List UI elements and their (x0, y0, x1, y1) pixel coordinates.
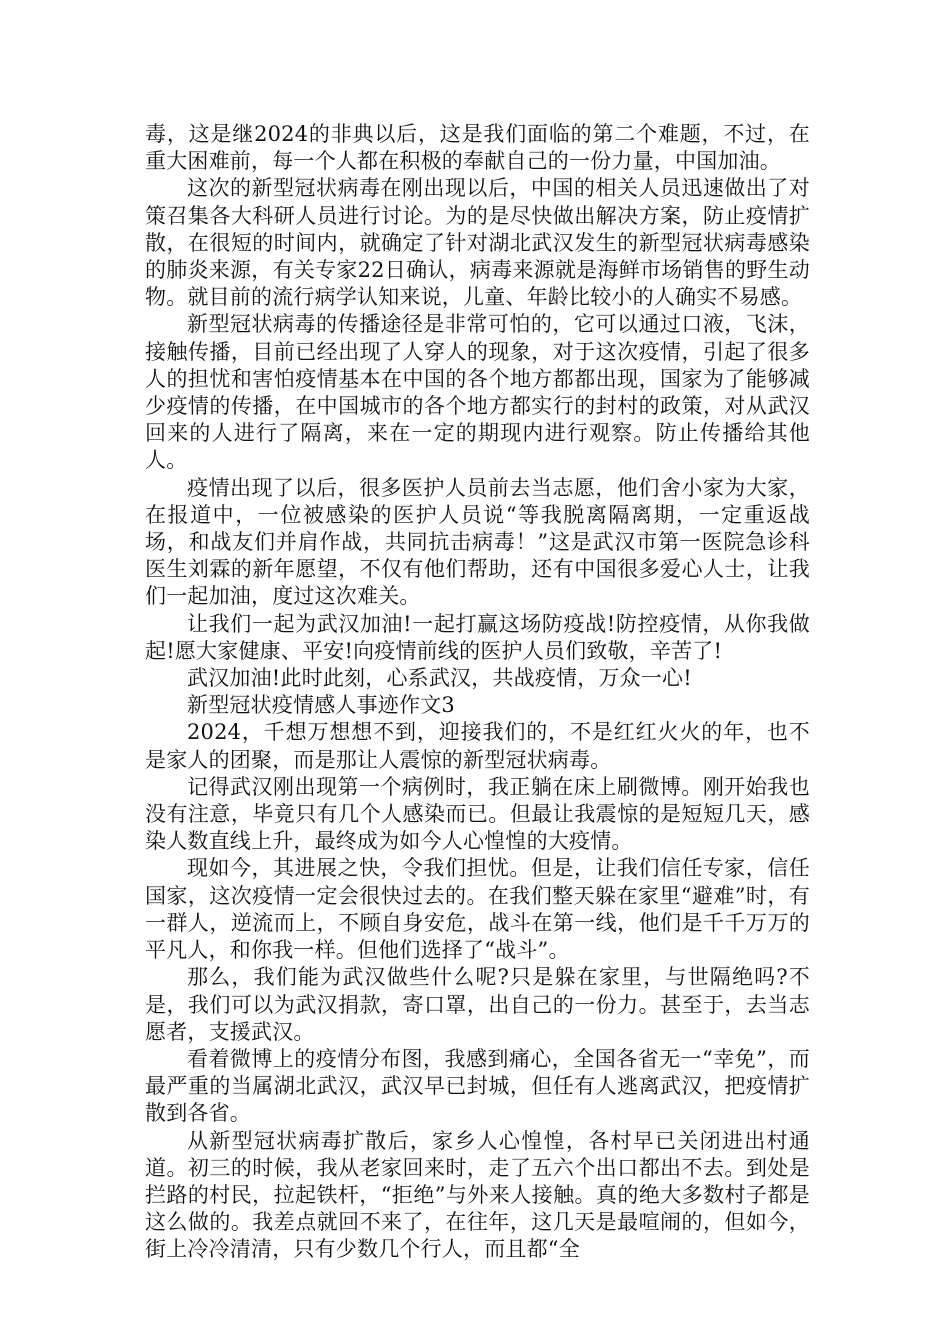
paragraph: 疫情出现了以后，很多医护人员前去当志愿，他们舍小家为大家，在报道中，一位被感染的医护人员说“等我脱离隔离期，一定重返战场，和战友们并肩作战，共同抗击病毒！”这是武汉市第一医院急诊科医生刘霖的新年愿望，不仅有他们帮助，还有中国很多爱心人士，让我们一起加油，度过这次难关。 (145, 475, 810, 609)
paragraph: 那么，我们能为武汉做些什么呢?只是躲在家里，与世隔绝吗?不是，我们可以为武汉捐款，寄口罩，出自己的一份力。甚至于，去当志愿者，支援武汉。 (145, 965, 810, 1044)
paragraph: 毒，这是继2024的非典以后，这是我们面临的第二个难题，不过，在重大困难前，每一个人都在积极的奉献自己的一份力量，中国加油。 (145, 122, 810, 174)
paragraph: 2024，千想万想想不到，迎接我们的，不是红红火火的年，也不是家人的团聚，而是那让人震惊的新型冠状病毒。 (145, 720, 810, 772)
paragraph: 让我们一起为武汉加油!一起打赢这场防疫战!防控疫情，从你我做起!愿大家健康、平安!向疫情前线的医护人员们致敬，辛苦了! (145, 611, 810, 663)
paragraph: 现如今，其进展之快，令我们担忧。但是，让我们信任专家，信任国家，这次疫情一定会很快过去的。在我们整天躲在家里“避难”时，有一群人，逆流而上，不顾自身安危，战斗在第一线，他们是千千万万的平凡人，和你我一样。但他们选择了“战斗”。 (145, 856, 810, 963)
paragraph: 新型冠状病毒的传播途径是非常可怕的，它可以通过口液，飞沫，接触传播，目前已经出现了人穿人的现象，对于这次疫情，引起了很多人的担忧和害怕疫情基本在中国的各个地方都都出现，国家为了能够减少疫情的传播，在中国城市的各个地方都实行的封村的政策，对从武汉回来的人进行了隔离，来在一定的期现内进行观察。防止传播给其他人。 (145, 312, 810, 473)
paragraph: 新型冠状疫情感人事迹作文3 (187, 693, 455, 718)
paragraph: 看着微博上的疫情分布图，我感到痛心，全国各省无一“幸免”，而最严重的当属湖北武汉，武汉早已封城，但任有人逃离武汉，把疫情扩散到各省。 (145, 1046, 810, 1126)
paragraph: 记得武汉刚出现第一个病例时，我正躺在床上刷微博。刚开始我也没有注意，毕竟只有几个人感染而已。但最让我震惊的是短短几天，感染人数直线上升，最终成为如今人心惶惶的大疫情。 (145, 774, 810, 854)
paragraph: 从新型冠状病毒扩散后，家乡人心惶惶，各村早已关闭进出村通道。初三的时候，我从老家回来时，走了五六个出口都出不去。到处是拦路的村民，拉起铁杆，“拒绝”与外来人接触。真的绝大多数村子都是这么做的。我差点就回不来了，在往年，这几天是最喧闹的，但如今，街上冷冷清清，只有少数几个行人，而且都“全 (145, 1128, 810, 1262)
paragraph: 这次的新型冠状病毒在刚出现以后，中国的相关人员迅速做出了对策召集各大科研人员进行讨论。为的是尽快做出解决方案，防止疫情扩散，在很短的时间内，就确定了针对湖北武汉发生的新型冠状病毒感染的肺炎来源，有关专家22日确认，病毒来源就是海鲜市场销售的野生动物。就目前的流行病学认知来说，儿童、年龄比较小的人确实不易感。 (145, 176, 810, 310)
paragraph: 武汉加油!此时此刻，心系武汉，共战疫情，万众一心! (187, 666, 692, 691)
document-body (145, 121, 810, 1264)
